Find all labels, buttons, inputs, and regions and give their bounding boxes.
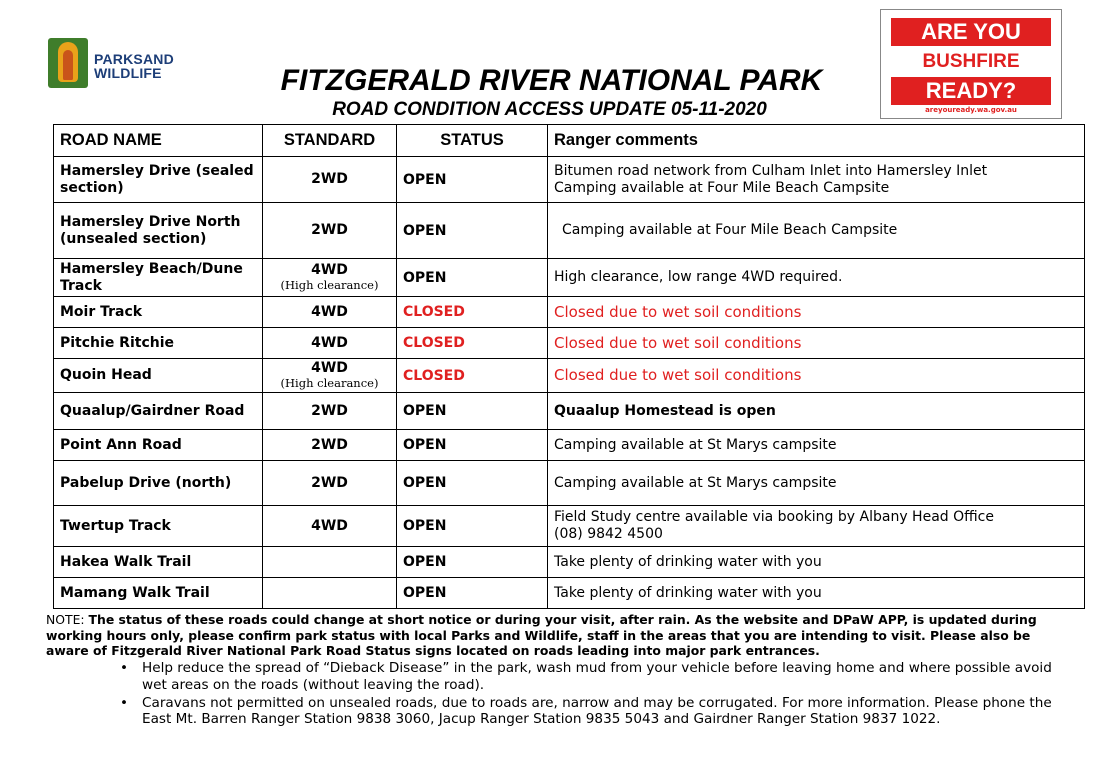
road-standard: 4WD [263, 297, 397, 328]
road-standard [263, 547, 397, 578]
road-name: Twertup Track [54, 506, 263, 547]
ranger-comment: Closed due to wet soil conditions [548, 359, 1085, 393]
table-row [54, 328, 1085, 359]
road-status: OPEN [397, 506, 548, 547]
road-standard: 4WD (High clearance) [263, 359, 397, 393]
table-row [54, 547, 1085, 578]
road-status: OPEN [397, 259, 548, 297]
road-standard: 4WD (High clearance) [263, 259, 397, 297]
ranger-comment: Bitumen road network from Culham Inlet into Hamersley Inlet Camping available at Four Mile Beach Campsite [548, 157, 1085, 203]
road-standard: 2WD [263, 203, 397, 259]
road-name: Pabelup Drive (north) [54, 461, 263, 506]
advice-list [118, 660, 1078, 729]
road-name: Pitchie Ritchie [54, 328, 263, 359]
bushfire-ready-badge [880, 9, 1062, 119]
road-name: Point Ann Road [54, 430, 263, 461]
ranger-comment: Closed due to wet soil conditions [548, 328, 1085, 359]
road-status-table [53, 124, 1085, 609]
col-header-ranger-comments: Ranger comments [548, 125, 1085, 157]
table-row [54, 430, 1085, 461]
table-row [54, 359, 1085, 393]
road-status: CLOSED [397, 297, 548, 328]
road-status: CLOSED [397, 359, 548, 393]
road-standard [263, 578, 397, 609]
list-item: • Help reduce the spread of “Dieback Disease” in the park, wash mud from your vehicle before leaving home and where possible avoid wet areas on the roads (without leaving the road). [118, 660, 1078, 694]
road-status: CLOSED [397, 328, 548, 359]
road-name: Hamersley Drive North (unsealed section) [54, 203, 263, 259]
road-status: OPEN [397, 430, 548, 461]
road-standard: 2WD [263, 393, 397, 430]
road-status: OPEN [397, 461, 548, 506]
road-status: OPEN [397, 393, 548, 430]
col-header-status: STATUS [397, 125, 548, 157]
ranger-comment: High clearance, low range 4WD required. [548, 259, 1085, 297]
table-row [54, 203, 1085, 259]
table-row [54, 259, 1085, 297]
badge-url: areyouready.wa.gov.au [925, 106, 1017, 114]
col-header-standard: STANDARD [263, 125, 397, 157]
table-row [54, 157, 1085, 203]
road-name: Quaalup/Gairdner Road [54, 393, 263, 430]
page-title: FITZGERALD RIVER NATIONAL PARK [280, 64, 823, 97]
col-header-road-name: ROAD NAME [54, 125, 263, 157]
table-row [54, 393, 1085, 430]
road-name: Hakea Walk Trail [54, 547, 263, 578]
list-item: • Caravans not permitted on unsealed roads, due to roads are, narrow and may be corrugated. For more information. Please phone the East Mt. Barren Ranger Station 9838 3060, Jacup Ranger Station 9835 5043 and Gairdner Ranger Station 9837 1022. [118, 695, 1078, 729]
road-name: Mamang Walk Trail [54, 578, 263, 609]
table-row [54, 506, 1085, 547]
ranger-comment: Camping available at Four Mile Beach Campsite [548, 203, 1085, 259]
ranger-comment: Take plenty of drinking water with you [548, 547, 1085, 578]
road-status: OPEN [397, 547, 548, 578]
note-text: The status of these roads could change at short notice or during your visit, after rain. As the website and DPaW APP, is updated during working hours only, please confirm park status with local Parks and Wildlife, staff in the areas that you are intending to visit. Please also be aware of Fitzgerald River National Park Road Status signs located on roads leading into major park entrances. [46, 612, 1037, 659]
road-name: Quoin Head [54, 359, 263, 393]
road-standard: 2WD [263, 430, 397, 461]
note-label: NOTE: [46, 612, 85, 627]
road-standard: 4WD [263, 328, 397, 359]
road-standard: 2WD [263, 157, 397, 203]
road-name: Hamersley Drive (sealed section) [54, 157, 263, 203]
road-standard: 2WD [263, 461, 397, 506]
road-status: OPEN [397, 578, 548, 609]
note-paragraph [46, 612, 1076, 659]
table-header-row [54, 125, 1085, 157]
ranger-comment: Closed due to wet soil conditions [548, 297, 1085, 328]
ranger-comment: Take plenty of drinking water with you [548, 578, 1085, 609]
logo-text: PARKSAND WILDLIFE [94, 51, 174, 81]
table-row [54, 578, 1085, 609]
ranger-comment: Camping available at St Marys campsite [548, 430, 1085, 461]
badge-line-3: READY? [891, 77, 1051, 105]
ranger-comment: Camping available at St Marys campsite [548, 461, 1085, 506]
road-status: OPEN [397, 157, 548, 203]
table-row [54, 297, 1085, 328]
road-name: Hamersley Beach/Dune Track [54, 259, 263, 297]
ranger-comment: Field Study centre available via booking by Albany Head Office (08) 9842 4500 [548, 506, 1085, 547]
road-name: Moir Track [54, 297, 263, 328]
page-subtitle: ROAD CONDITION ACCESS UPDATE 05-11-2020 [332, 99, 767, 120]
table-row [54, 461, 1085, 506]
road-standard: 4WD [263, 506, 397, 547]
badge-line-1: ARE YOU [891, 18, 1051, 46]
road-status: OPEN [397, 203, 548, 259]
badge-line-2: BUSHFIRE [891, 50, 1051, 74]
ranger-comment: Quaalup Homestead is open [548, 393, 1085, 430]
